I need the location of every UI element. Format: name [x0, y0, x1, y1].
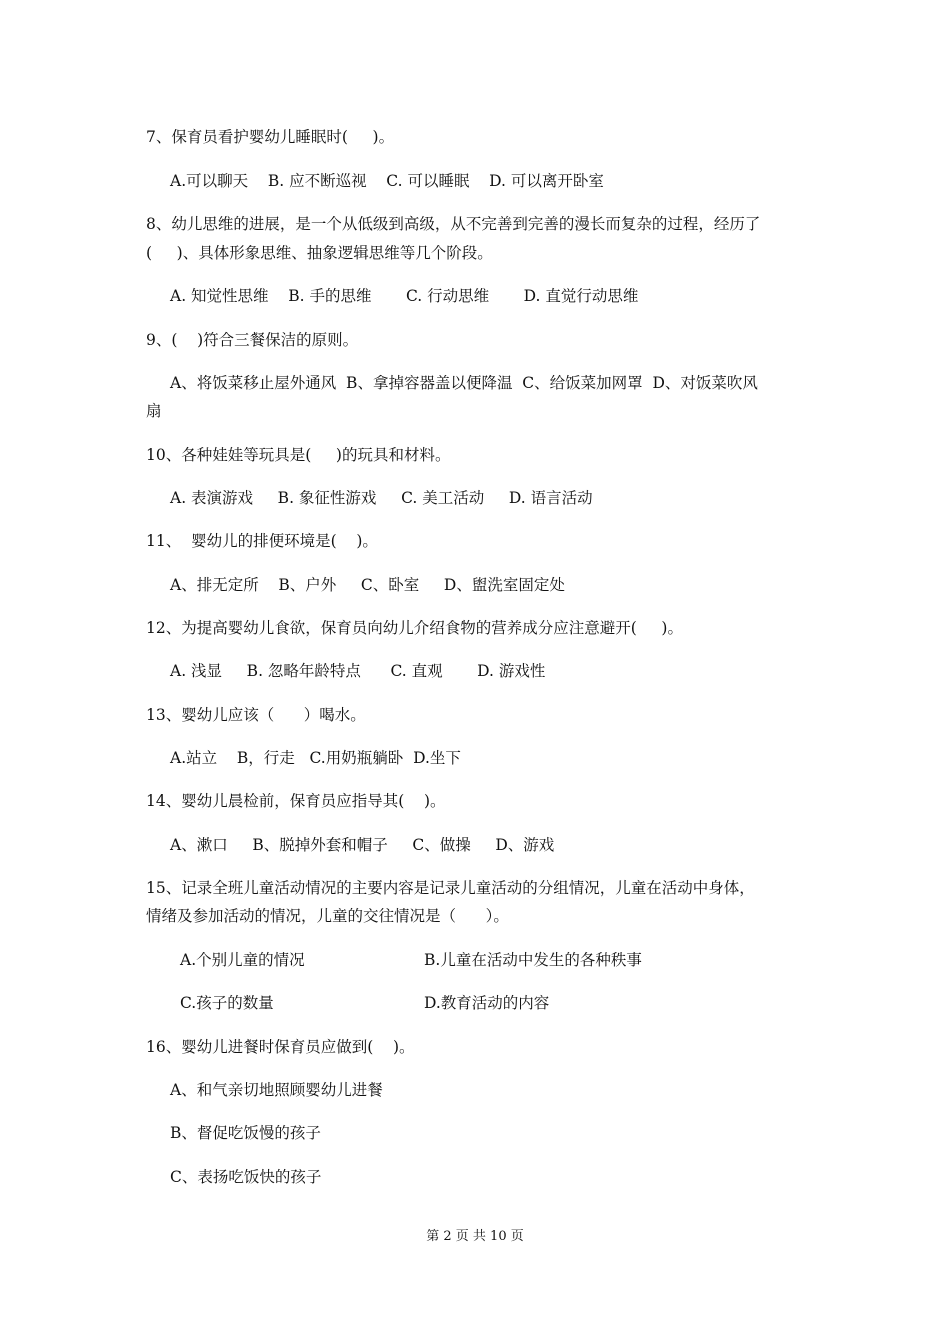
question-7: 7、保育员看护婴幼儿睡眠时( )。: [146, 128, 395, 146]
question-13: 13、婴幼儿应该（ ）喝水。: [146, 706, 366, 724]
question-12-options: A. 浅显 B. 忽略年龄特点 C. 直观 D. 游戏性: [170, 662, 546, 680]
question-16-option-b: B、督促吃饭慢的孩子: [170, 1124, 321, 1142]
question-12: 12、为提高婴幼儿食欲，保育员向幼儿介绍食物的营养成分应注意避开( )。: [146, 619, 683, 637]
question-16-option-a: A、和气亲切地照顾婴幼儿进餐: [170, 1081, 383, 1099]
question-15-option-b: B.儿童在活动中发生的各种秩事: [424, 951, 642, 969]
question-14: 14、婴幼儿晨检前，保育员应指导其( )。: [146, 792, 446, 810]
question-9: 9、( )符合三餐保洁的原则。: [146, 331, 359, 349]
question-8-options: A. 知觉性思维 B. 手的思维 C. 行动思维 D. 直觉行动思维: [170, 287, 639, 305]
question-10: 10、各种娃娃等玩具是( )的玩具和材料。: [146, 446, 451, 464]
question-11-options: A、排无定所 B、户外 C、卧室 D、盥洗室固定处: [170, 576, 565, 594]
question-9-options-continued: 扇: [146, 402, 162, 420]
question-13-options: A.站立 B，行走 C.用奶瓶躺卧 D.坐下: [170, 749, 461, 767]
question-15-continued: 情绪及参加活动的情况，儿童的交往情况是（ ）。: [146, 907, 509, 925]
question-8: 8、幼儿思维的进展，是一个从低级到高级，从不完善到完善的漫长而复杂的过程，经历了: [146, 215, 761, 233]
question-15: 15、记录全班儿童活动情况的主要内容是记录儿童活动的分组情况，儿童在活动中身体，: [146, 879, 755, 897]
question-11: 11、 婴幼儿的排便环境是( )。: [146, 532, 378, 550]
question-16: 16、婴幼儿进餐时保育员应做到( )。: [146, 1038, 415, 1056]
question-15-option-a: A.个别儿童的情况: [180, 951, 305, 969]
question-15-option-d: D.教育活动的内容: [424, 994, 550, 1012]
question-8-continued: ( )、具体形象思维、抽象逻辑思维等几个阶段。: [146, 244, 493, 262]
question-7-options: A.可以聊天 B. 应不断巡视 C. 可以睡眠 D. 可以离开卧室: [170, 172, 604, 190]
question-15-option-c: C.孩子的数量: [180, 994, 274, 1012]
question-9-options: A、将饭菜移止屋外通风 B、拿掉容器盖以便降温 C、给饭菜加网罩 D、对饭菜吹风: [170, 374, 758, 392]
question-10-options: A. 表演游戏 B. 象征性游戏 C. 美工活动 D. 语言活动: [170, 489, 593, 507]
page-footer: 第 2 页 共 10 页: [426, 1229, 524, 1244]
question-14-options: A、漱口 B、脱掉外套和帽子 C、做操 D、游戏: [170, 836, 555, 854]
question-16-option-c: C、表扬吃饭快的孩子: [170, 1168, 322, 1186]
